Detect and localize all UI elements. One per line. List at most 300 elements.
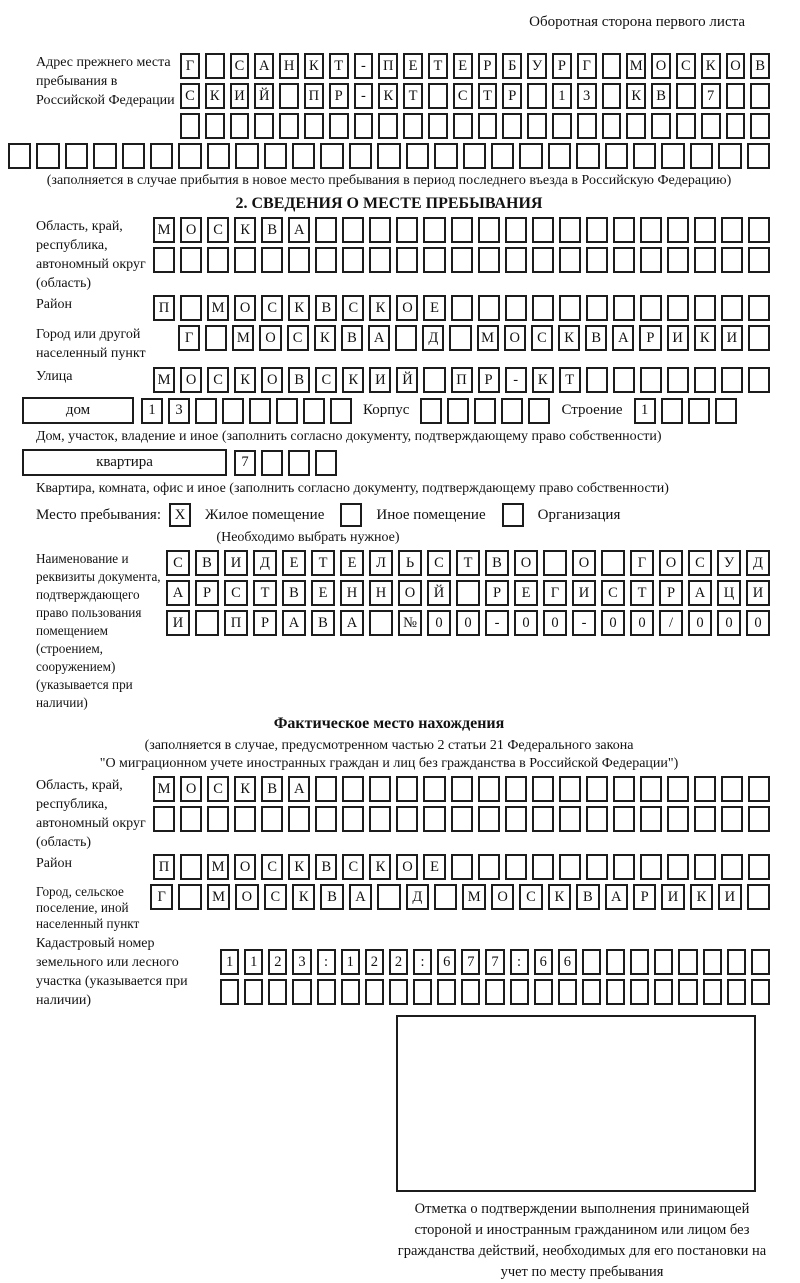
char-cell[interactable]: С xyxy=(519,884,542,910)
char-cell[interactable]: : xyxy=(510,949,529,975)
char-cell[interactable] xyxy=(630,949,649,975)
char-cell[interactable] xyxy=(315,450,337,476)
char-cell[interactable]: К xyxy=(314,325,336,351)
char-cell[interactable]: Д xyxy=(746,550,770,576)
char-cell[interactable]: Б xyxy=(502,53,522,79)
char-cell[interactable] xyxy=(474,398,496,424)
char-cell[interactable] xyxy=(654,979,673,1005)
char-cell[interactable] xyxy=(532,854,554,880)
char-cell[interactable]: Й xyxy=(396,367,418,393)
char-cell[interactable] xyxy=(249,398,271,424)
char-cell[interactable]: С xyxy=(207,367,229,393)
char-cell[interactable] xyxy=(667,247,689,273)
char-cell[interactable] xyxy=(195,610,219,636)
char-cell[interactable] xyxy=(261,450,283,476)
char-cell[interactable]: : xyxy=(413,949,432,975)
char-cell[interactable]: Р xyxy=(552,53,572,79)
char-cell[interactable]: О xyxy=(261,367,283,393)
char-cell[interactable] xyxy=(606,979,625,1005)
char-cell[interactable] xyxy=(559,295,581,321)
char-cell[interactable] xyxy=(342,247,364,273)
char-cell[interactable] xyxy=(676,83,696,109)
char-cell[interactable] xyxy=(576,143,599,169)
char-cell[interactable]: П xyxy=(378,53,398,79)
char-cell[interactable] xyxy=(640,367,662,393)
char-cell[interactable]: В xyxy=(651,83,671,109)
char-cell[interactable] xyxy=(721,367,743,393)
char-cell[interactable]: А xyxy=(605,884,628,910)
char-cell[interactable] xyxy=(304,113,324,139)
char-cell[interactable] xyxy=(577,113,597,139)
char-cell[interactable]: Р xyxy=(478,53,498,79)
char-cell[interactable]: А xyxy=(349,884,372,910)
char-cell[interactable]: С xyxy=(315,367,337,393)
char-cell[interactable] xyxy=(396,776,418,802)
char-cell[interactable]: 2 xyxy=(268,949,287,975)
char-cell[interactable] xyxy=(613,247,635,273)
char-cell[interactable]: С xyxy=(261,854,283,880)
char-cell[interactable]: Е xyxy=(423,295,445,321)
char-cell[interactable] xyxy=(377,884,400,910)
char-cell[interactable]: Е xyxy=(423,854,445,880)
char-cell[interactable] xyxy=(349,143,372,169)
char-cell[interactable]: А xyxy=(688,580,712,606)
char-cell[interactable] xyxy=(403,113,423,139)
char-cell[interactable]: Ц xyxy=(717,580,741,606)
char-cell[interactable] xyxy=(220,979,239,1005)
char-cell[interactable]: Р xyxy=(329,83,349,109)
char-cell[interactable]: Й xyxy=(427,580,451,606)
char-cell[interactable] xyxy=(694,806,716,832)
char-cell[interactable] xyxy=(667,854,689,880)
char-cell[interactable]: Е xyxy=(453,53,473,79)
char-cell[interactable]: О xyxy=(180,367,202,393)
char-cell[interactable]: К xyxy=(701,53,721,79)
char-cell[interactable] xyxy=(528,398,550,424)
char-cell[interactable]: В xyxy=(576,884,599,910)
char-cell[interactable]: И xyxy=(224,550,248,576)
char-cell[interactable] xyxy=(423,367,445,393)
char-cell[interactable] xyxy=(222,398,244,424)
char-cell[interactable] xyxy=(315,806,337,832)
char-cell[interactable]: О xyxy=(398,580,422,606)
char-cell[interactable] xyxy=(586,367,608,393)
char-cell[interactable] xyxy=(8,143,31,169)
char-cell[interactable] xyxy=(559,854,581,880)
char-cell[interactable]: М xyxy=(462,884,485,910)
char-cell[interactable] xyxy=(505,217,527,243)
char-cell[interactable] xyxy=(396,806,418,832)
char-cell[interactable]: Р xyxy=(485,580,509,606)
char-cell[interactable]: Г xyxy=(543,580,567,606)
char-cell[interactable] xyxy=(505,295,527,321)
char-cell[interactable] xyxy=(122,143,145,169)
char-cell[interactable] xyxy=(420,398,442,424)
char-cell[interactable] xyxy=(690,143,713,169)
char-cell[interactable]: О xyxy=(659,550,683,576)
char-cell[interactable] xyxy=(676,113,696,139)
char-cell[interactable] xyxy=(613,854,635,880)
char-cell[interactable]: 1 xyxy=(220,949,239,975)
char-cell[interactable]: У xyxy=(717,550,741,576)
char-cell[interactable]: 0 xyxy=(630,610,654,636)
char-cell[interactable]: 2 xyxy=(389,949,408,975)
char-cell[interactable] xyxy=(369,776,391,802)
char-cell[interactable]: 7 xyxy=(701,83,721,109)
char-cell[interactable] xyxy=(748,854,770,880)
char-cell[interactable] xyxy=(501,398,523,424)
char-cell[interactable]: - xyxy=(572,610,596,636)
char-cell[interactable] xyxy=(532,806,554,832)
char-cell[interactable] xyxy=(264,143,287,169)
char-cell[interactable]: С xyxy=(180,83,200,109)
char-cell[interactable]: Е xyxy=(311,580,335,606)
char-cell[interactable]: С xyxy=(342,295,364,321)
char-cell[interactable]: К xyxy=(694,325,716,351)
char-cell[interactable] xyxy=(461,979,480,1005)
char-cell[interactable] xyxy=(396,217,418,243)
char-cell[interactable] xyxy=(750,113,770,139)
char-cell[interactable]: Е xyxy=(282,550,306,576)
char-cell[interactable]: 6 xyxy=(558,949,577,975)
char-cell[interactable] xyxy=(205,53,225,79)
char-cell[interactable]: Т xyxy=(456,550,480,576)
char-cell[interactable] xyxy=(667,806,689,832)
char-cell[interactable] xyxy=(727,949,746,975)
char-cell[interactable] xyxy=(261,247,283,273)
char-cell[interactable] xyxy=(586,776,608,802)
char-cell[interactable]: С xyxy=(207,776,229,802)
char-cell[interactable]: А xyxy=(340,610,364,636)
char-cell[interactable]: И xyxy=(746,580,770,606)
char-cell[interactable]: С xyxy=(166,550,190,576)
char-cell[interactable] xyxy=(640,247,662,273)
char-cell[interactable] xyxy=(478,806,500,832)
char-cell[interactable] xyxy=(254,113,274,139)
char-cell[interactable] xyxy=(602,53,622,79)
char-cell[interactable] xyxy=(640,854,662,880)
char-cell[interactable] xyxy=(234,247,256,273)
char-cell[interactable] xyxy=(279,113,299,139)
char-cell[interactable] xyxy=(726,83,746,109)
char-cell[interactable]: О xyxy=(259,325,281,351)
char-cell[interactable] xyxy=(423,217,445,243)
char-cell[interactable]: П xyxy=(224,610,248,636)
char-cell[interactable] xyxy=(633,143,656,169)
char-cell[interactable] xyxy=(701,113,721,139)
char-cell[interactable]: 3 xyxy=(292,949,311,975)
char-cell[interactable]: П xyxy=(304,83,324,109)
char-cell[interactable] xyxy=(721,295,743,321)
char-cell[interactable] xyxy=(640,776,662,802)
char-cell[interactable] xyxy=(180,854,202,880)
char-cell[interactable] xyxy=(613,295,635,321)
char-cell[interactable] xyxy=(548,143,571,169)
char-cell[interactable] xyxy=(36,143,59,169)
char-cell[interactable] xyxy=(748,776,770,802)
char-cell[interactable] xyxy=(288,806,310,832)
char-cell[interactable]: С xyxy=(342,854,364,880)
char-cell[interactable] xyxy=(527,113,547,139)
char-cell[interactable]: О xyxy=(396,854,418,880)
char-cell[interactable] xyxy=(694,367,716,393)
char-cell[interactable]: П xyxy=(451,367,473,393)
char-cell[interactable] xyxy=(601,550,625,576)
char-cell[interactable]: В xyxy=(341,325,363,351)
char-cell[interactable] xyxy=(667,217,689,243)
char-cell[interactable] xyxy=(369,610,393,636)
char-cell[interactable] xyxy=(456,580,480,606)
char-cell[interactable]: Н xyxy=(279,53,299,79)
char-cell[interactable]: М xyxy=(207,295,229,321)
char-cell[interactable] xyxy=(727,979,746,1005)
char-cell[interactable] xyxy=(437,979,456,1005)
char-cell[interactable]: 0 xyxy=(543,610,567,636)
char-cell[interactable]: Д xyxy=(406,884,429,910)
char-cell[interactable]: Р xyxy=(639,325,661,351)
char-cell[interactable]: С xyxy=(207,217,229,243)
char-cell[interactable] xyxy=(451,217,473,243)
char-cell[interactable] xyxy=(559,247,581,273)
char-cell[interactable]: 0 xyxy=(427,610,451,636)
char-cell[interactable]: Т xyxy=(478,83,498,109)
char-cell[interactable] xyxy=(207,806,229,832)
char-cell[interactable] xyxy=(532,776,554,802)
char-cell[interactable]: Р xyxy=(633,884,656,910)
char-cell[interactable] xyxy=(451,295,473,321)
char-cell[interactable]: К xyxy=(369,295,391,321)
char-cell[interactable]: К xyxy=(304,53,324,79)
char-cell[interactable] xyxy=(180,806,202,832)
char-cell[interactable]: Р xyxy=(195,580,219,606)
char-cell[interactable] xyxy=(640,295,662,321)
char-cell[interactable]: И xyxy=(667,325,689,351)
char-cell[interactable]: К xyxy=(532,367,554,393)
char-cell[interactable] xyxy=(389,979,408,1005)
char-cell[interactable] xyxy=(586,247,608,273)
char-cell[interactable] xyxy=(342,217,364,243)
char-cell[interactable]: Г xyxy=(630,550,654,576)
char-cell[interactable] xyxy=(721,247,743,273)
char-cell[interactable]: 7 xyxy=(485,949,504,975)
char-cell[interactable]: М xyxy=(153,776,175,802)
char-cell[interactable]: Т xyxy=(559,367,581,393)
char-cell[interactable] xyxy=(451,806,473,832)
char-cell[interactable]: И xyxy=(661,884,684,910)
char-cell[interactable] xyxy=(532,217,554,243)
char-cell[interactable] xyxy=(694,854,716,880)
char-cell[interactable] xyxy=(330,398,352,424)
char-cell[interactable]: 0 xyxy=(514,610,538,636)
char-cell[interactable]: 6 xyxy=(534,949,553,975)
char-cell[interactable]: 3 xyxy=(577,83,597,109)
char-cell[interactable] xyxy=(747,884,770,910)
char-cell[interactable] xyxy=(428,113,448,139)
char-cell[interactable] xyxy=(485,979,504,1005)
char-cell[interactable] xyxy=(395,325,417,351)
char-cell[interactable] xyxy=(341,979,360,1005)
char-cell[interactable]: 0 xyxy=(688,610,712,636)
char-cell[interactable] xyxy=(602,113,622,139)
char-cell[interactable]: С xyxy=(531,325,553,351)
char-cell[interactable]: 1 xyxy=(552,83,572,109)
char-cell[interactable]: Р xyxy=(659,580,683,606)
char-cell[interactable] xyxy=(288,247,310,273)
char-cell[interactable] xyxy=(180,247,202,273)
char-cell[interactable] xyxy=(153,247,175,273)
char-cell[interactable]: В xyxy=(311,610,335,636)
char-cell[interactable] xyxy=(586,295,608,321)
char-cell[interactable] xyxy=(423,776,445,802)
char-cell[interactable] xyxy=(586,806,608,832)
char-cell[interactable]: - xyxy=(505,367,527,393)
char-cell[interactable] xyxy=(505,776,527,802)
char-cell[interactable] xyxy=(505,854,527,880)
char-cell[interactable]: О xyxy=(235,884,258,910)
char-cell[interactable] xyxy=(315,217,337,243)
checkbox-residential[interactable]: X xyxy=(169,503,191,527)
char-cell[interactable]: С xyxy=(676,53,696,79)
char-cell[interactable]: М xyxy=(153,217,175,243)
char-cell[interactable]: Ь xyxy=(398,550,422,576)
char-cell[interactable] xyxy=(602,83,622,109)
char-cell[interactable]: О xyxy=(514,550,538,576)
char-cell[interactable] xyxy=(478,247,500,273)
char-cell[interactable] xyxy=(478,113,498,139)
char-cell[interactable] xyxy=(651,113,671,139)
char-cell[interactable]: И xyxy=(369,367,391,393)
char-cell[interactable] xyxy=(207,143,230,169)
char-cell[interactable] xyxy=(640,217,662,243)
char-cell[interactable]: К xyxy=(342,367,364,393)
char-cell[interactable]: К xyxy=(234,217,256,243)
char-cell[interactable]: 2 xyxy=(365,949,384,975)
char-cell[interactable]: М xyxy=(626,53,646,79)
char-cell[interactable]: В xyxy=(288,367,310,393)
char-cell[interactable]: Д xyxy=(253,550,277,576)
char-cell[interactable]: О xyxy=(180,776,202,802)
char-cell[interactable] xyxy=(449,325,471,351)
char-cell[interactable]: Г xyxy=(180,53,200,79)
char-cell[interactable]: 0 xyxy=(456,610,480,636)
char-cell[interactable] xyxy=(505,806,527,832)
char-cell[interactable]: / xyxy=(659,610,683,636)
char-cell[interactable]: С xyxy=(688,550,712,576)
char-cell[interactable] xyxy=(365,979,384,1005)
char-cell[interactable] xyxy=(478,854,500,880)
char-cell[interactable]: С xyxy=(287,325,309,351)
char-cell[interactable]: С xyxy=(453,83,473,109)
char-cell[interactable]: А xyxy=(612,325,634,351)
char-cell[interactable]: 0 xyxy=(746,610,770,636)
char-cell[interactable]: Р xyxy=(502,83,522,109)
char-cell[interactable]: И xyxy=(721,325,743,351)
char-cell[interactable] xyxy=(510,979,529,1005)
char-cell[interactable]: Е xyxy=(514,580,538,606)
char-cell[interactable]: К xyxy=(288,854,310,880)
char-cell[interactable] xyxy=(234,806,256,832)
char-cell[interactable]: И xyxy=(572,580,596,606)
char-cell[interactable]: О xyxy=(180,217,202,243)
char-cell[interactable]: 7 xyxy=(234,450,256,476)
char-cell[interactable]: 1 xyxy=(141,398,163,424)
char-cell[interactable] xyxy=(640,806,662,832)
char-cell[interactable]: : xyxy=(317,949,336,975)
char-cell[interactable]: Т xyxy=(630,580,654,606)
char-cell[interactable]: К xyxy=(205,83,225,109)
char-cell[interactable] xyxy=(751,979,770,1005)
char-cell[interactable] xyxy=(423,247,445,273)
char-cell[interactable] xyxy=(559,806,581,832)
char-cell[interactable] xyxy=(396,247,418,273)
char-cell[interactable]: С xyxy=(230,53,250,79)
char-cell[interactable] xyxy=(667,776,689,802)
char-cell[interactable] xyxy=(453,113,473,139)
char-cell[interactable] xyxy=(721,217,743,243)
char-cell[interactable] xyxy=(558,979,577,1005)
char-cell[interactable]: О xyxy=(651,53,671,79)
char-cell[interactable] xyxy=(613,217,635,243)
char-cell[interactable] xyxy=(261,806,283,832)
char-cell[interactable] xyxy=(178,143,201,169)
char-cell[interactable] xyxy=(654,949,673,975)
char-cell[interactable]: Т xyxy=(428,53,448,79)
char-cell[interactable] xyxy=(703,949,722,975)
char-cell[interactable]: В xyxy=(485,550,509,576)
char-cell[interactable] xyxy=(369,806,391,832)
char-cell[interactable] xyxy=(491,143,514,169)
char-cell[interactable]: О xyxy=(726,53,746,79)
char-cell[interactable]: О xyxy=(234,295,256,321)
char-cell[interactable]: Г xyxy=(150,884,173,910)
char-cell[interactable] xyxy=(413,979,432,1005)
char-cell[interactable]: О xyxy=(234,854,256,880)
char-cell[interactable]: 1 xyxy=(244,949,263,975)
char-cell[interactable] xyxy=(317,979,336,1005)
char-cell[interactable]: А xyxy=(254,53,274,79)
char-cell[interactable]: М xyxy=(477,325,499,351)
char-cell[interactable]: И xyxy=(718,884,741,910)
char-cell[interactable]: И xyxy=(166,610,190,636)
char-cell[interactable]: А xyxy=(368,325,390,351)
char-cell[interactable]: 1 xyxy=(341,949,360,975)
char-cell[interactable] xyxy=(532,247,554,273)
char-cell[interactable] xyxy=(478,776,500,802)
char-cell[interactable] xyxy=(235,143,258,169)
char-cell[interactable] xyxy=(748,367,770,393)
char-cell[interactable] xyxy=(559,776,581,802)
char-cell[interactable]: - xyxy=(354,83,374,109)
char-cell[interactable]: О xyxy=(572,550,596,576)
char-cell[interactable]: 7 xyxy=(461,949,480,975)
char-cell[interactable]: А xyxy=(288,217,310,243)
char-cell[interactable] xyxy=(718,143,741,169)
char-cell[interactable] xyxy=(748,325,770,351)
char-cell[interactable] xyxy=(180,295,202,321)
char-cell[interactable]: К xyxy=(378,83,398,109)
char-cell[interactable]: М xyxy=(207,854,229,880)
char-cell[interactable] xyxy=(205,325,227,351)
char-cell[interactable] xyxy=(534,979,553,1005)
char-cell[interactable]: 6 xyxy=(437,949,456,975)
char-cell[interactable] xyxy=(748,217,770,243)
char-cell[interactable] xyxy=(606,949,625,975)
char-cell[interactable] xyxy=(532,295,554,321)
char-cell[interactable] xyxy=(478,217,500,243)
char-cell[interactable]: П xyxy=(153,854,175,880)
char-cell[interactable]: - xyxy=(354,53,374,79)
char-cell[interactable] xyxy=(342,776,364,802)
